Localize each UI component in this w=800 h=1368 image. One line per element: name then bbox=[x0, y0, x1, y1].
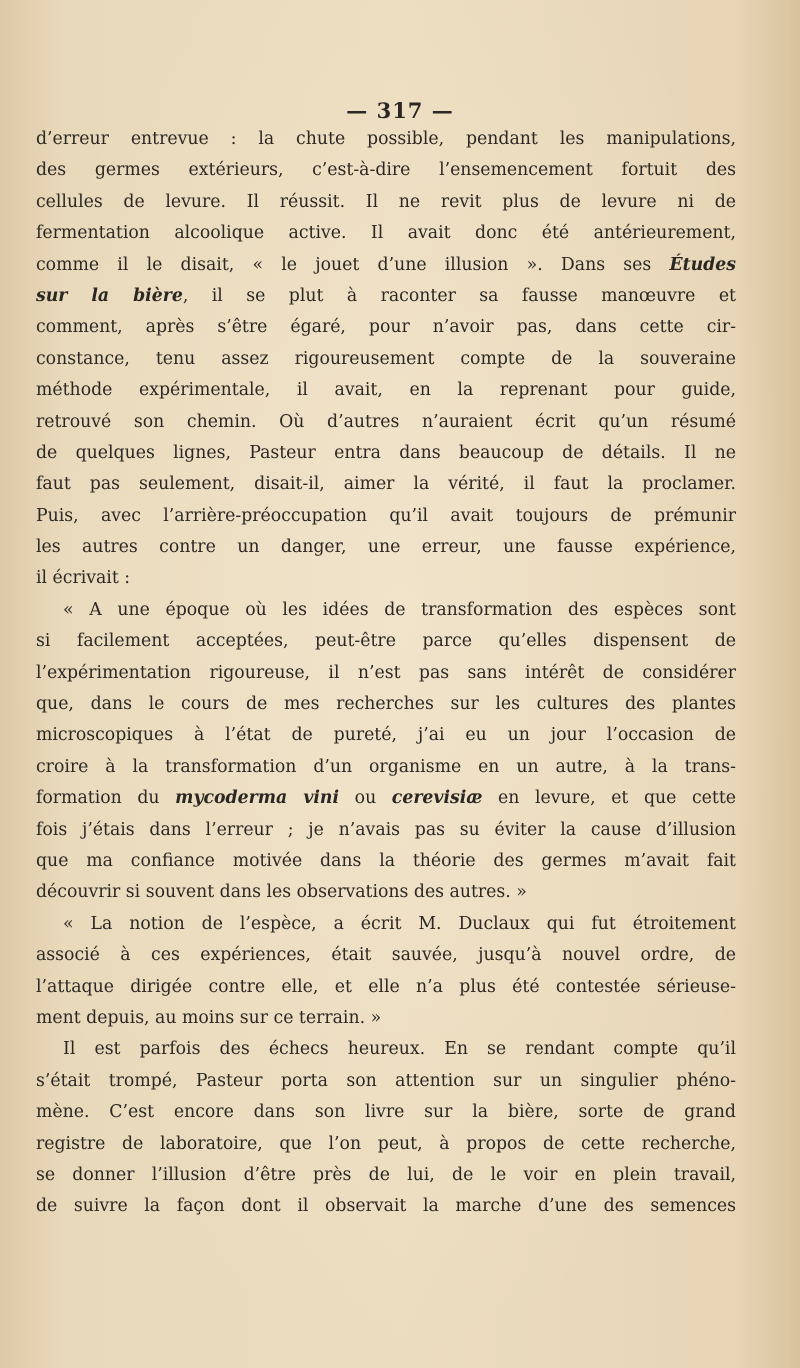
text-line: comment, après s’être égaré, pour n’avoir pas, dans cette cir- bbox=[36, 317, 736, 338]
text-line: de quelques lignes, Pasteur entra dans beaucoup de détails. Il ne bbox=[36, 442, 736, 463]
text-line: registre de laboratoire, que l’on peut, à propos de cette recherche, bbox=[36, 1133, 736, 1154]
book-title-part-2: sur la bière bbox=[36, 285, 183, 306]
book-title-part-1: Études bbox=[669, 254, 736, 275]
text-line bbox=[36, 783, 736, 814]
text-line: l’expérimentation rigoureuse, il n’est pas sans intérêt de considérer bbox=[36, 662, 736, 683]
text-line: si facilement acceptées, peut-être parce qu’elles dispensent de bbox=[36, 631, 736, 652]
text-line: de suivre la façon dont il observait la marche d’une des semences bbox=[36, 1196, 736, 1217]
text-run: comme il le disait, « le jouet d’une illusion ». Dans ses bbox=[36, 254, 670, 275]
text-line: se donner l’illusion d’être près de lui, de le voir en plein travail, bbox=[36, 1164, 736, 1185]
text-line: que ma confiance motivée dans la théorie des germes m’avait fait bbox=[36, 850, 736, 871]
text-line: méthode expérimentale, il avait, en la reprenant pour guide, bbox=[36, 380, 736, 401]
text-run: en levure, et que cette bbox=[482, 788, 736, 809]
text-line: d’erreur entrevue : la chute possible, pendant les manipulations, bbox=[36, 129, 736, 149]
text-line: croire à la transformation d’un organisme en un autre, à la trans- bbox=[36, 756, 736, 777]
text-line: retrouvé son chemin. Où d’autres n’auraient écrit qu’un résumé bbox=[36, 411, 736, 432]
text-line: « A une époque où les idées de transformation des espèces sont bbox=[63, 599, 736, 620]
species-name: cerevisiæ bbox=[391, 788, 483, 809]
text-line: « La notion de l’espèce, a écrit M. Duclaux qui fut étroitement bbox=[63, 913, 736, 934]
text-line: cellules de levure. Il réussit. Il ne revit plus de levure ni de bbox=[36, 191, 736, 212]
text-line: fois j’étais dans l’erreur ; je n’avais pas su éviter la cause d’illusion bbox=[36, 819, 736, 840]
text-line: faut pas seulement, disait-il, aimer la vérité, il faut la proclamer. bbox=[36, 474, 736, 495]
text-line bbox=[36, 250, 736, 281]
text-line: fermentation alcoolique active. Il avait donc été antérieurement, bbox=[36, 223, 736, 244]
text-line: microscopiques à l’état de pureté, j’ai eu un jour l’occasion de bbox=[36, 725, 736, 746]
text-line: ment depuis, au moins sur ce terrain. » bbox=[36, 1007, 382, 1028]
text-line: les autres contre un danger, une erreur, une fausse expérience, bbox=[36, 537, 736, 558]
text-line: s’était trompé, Pasteur porta son attention sur un singulier phéno- bbox=[36, 1070, 736, 1091]
text-line: découvrir si souvent dans les observations des autres. » bbox=[36, 882, 527, 903]
text-line: constance, tenu assez rigoureusement compte de la souveraine bbox=[36, 348, 736, 369]
species-name: mycoderma vini bbox=[175, 788, 340, 809]
text-line: Il est parfois des échecs heureux. En se rendant compte qu’il bbox=[63, 1039, 736, 1060]
body-text bbox=[36, 124, 736, 1223]
text-run: , il se plut à raconter sa fausse manœuvre et bbox=[182, 285, 736, 306]
text-line: mène. C’est encore dans son livre sur la bière, sorte de grand bbox=[36, 1102, 736, 1123]
text-line: l’attaque dirigée contre elle, et elle n’a plus été contestée sérieuse- bbox=[36, 976, 736, 997]
text-run: formation du bbox=[36, 788, 176, 809]
text-line: que, dans le cours de mes recherches sur les cultures des plantes bbox=[36, 694, 736, 715]
text-line: il écrivait : bbox=[36, 568, 131, 589]
text-line: Puis, avec l’arrière-préoccupation qu’il avait toujours de prémunir bbox=[36, 505, 736, 526]
text-line: des germes extérieurs, c’est-à-dire l’ensemencement fortuit des bbox=[36, 160, 736, 181]
text-line bbox=[36, 281, 736, 312]
text-line: associé à ces expériences, était sauvée, jusqu’à nouvel ordre, de bbox=[36, 945, 736, 966]
page-number: — 317 — bbox=[346, 98, 454, 123]
text-run: ou bbox=[339, 788, 392, 809]
